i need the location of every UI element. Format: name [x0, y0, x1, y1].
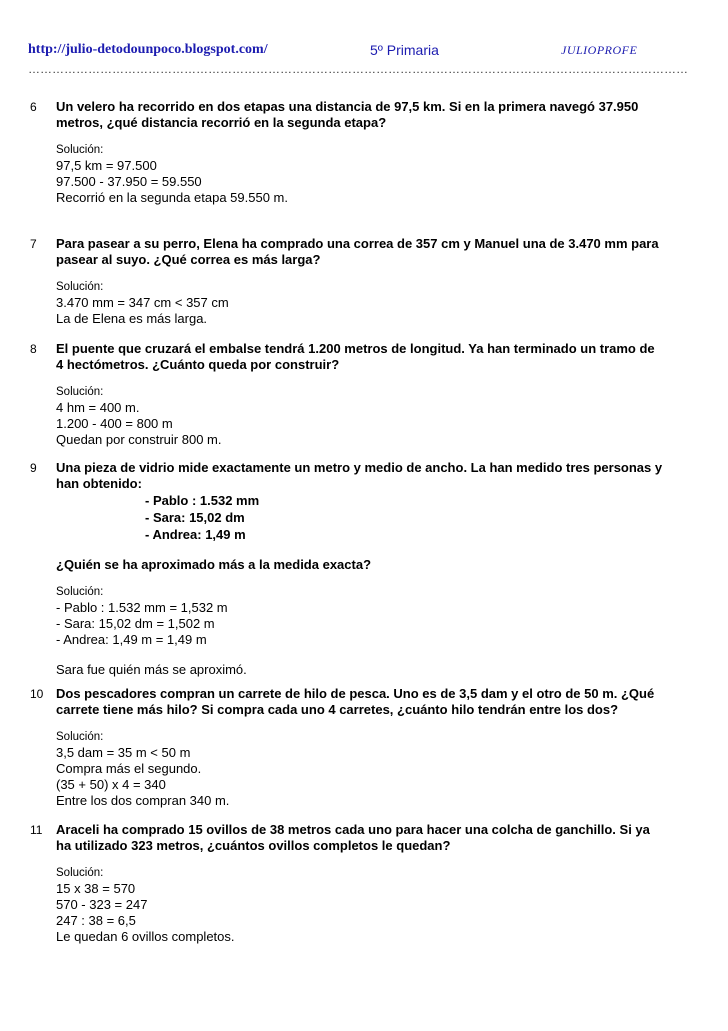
author-label: JULIOPROFE: [561, 43, 638, 57]
solution-line: Le quedan 6 ovillos completos.: [56, 929, 235, 944]
solution-line: (35 + 50) x 4 = 340: [56, 777, 166, 792]
problem-7: [30, 236, 690, 327]
solution-line: Compra más el segundo.: [56, 761, 202, 776]
grade-label: 5º Primaria: [370, 42, 439, 58]
question-line: carrete tiene más hilo? Si compra cada uno 4 carretes, ¿cuánto hilo tendrán entre los dos?: [56, 702, 619, 717]
conclusion-line: Sara fue quién más se aproximó.: [56, 662, 247, 677]
question-line: pasear al suyo. ¿Qué correa es más larga?: [56, 252, 321, 267]
list-item: - Pablo : 1.532 mm: [145, 493, 260, 508]
problem-6: [30, 99, 690, 206]
solution-line: - Andrea: 1,49 m = 1,49 m: [56, 632, 207, 647]
solution-label: Solución:: [56, 586, 104, 598]
problem-number: 10: [30, 687, 44, 701]
problem-question: [56, 686, 690, 718]
solution-line: Recorrió en la segunda etapa 59.550 m.: [56, 190, 288, 205]
solution-line: 1.200 - 400 = 800 m: [56, 416, 173, 431]
question-line: Dos pescadores compran un carrete de hilo de pesca. Uno es de 3,5 dam y el otro de 50 m. ¿Qué: [56, 686, 655, 701]
problem-number: 11: [30, 823, 43, 837]
question-line: Una pieza de vidrio mide exactamente un metro y medio de ancho. La han medido tres personas y: [56, 460, 663, 475]
list-item: - Sara: 15,02 dm: [145, 510, 245, 525]
solution-label: Solución:: [56, 281, 104, 293]
question-line: ha utilizado 323 metros, ¿cuántos ovillos completos le quedan?: [56, 838, 451, 853]
question-line: metros, ¿qué distancia recorrió en la segunda etapa?: [56, 115, 387, 130]
problem-number: 9: [30, 461, 37, 475]
question-line: Araceli ha comprado 15 ovillos de 38 metros cada uno para hacer una colcha de ganchillo. Si ya: [56, 822, 650, 837]
problem-question: [56, 99, 690, 131]
problem-11: [30, 822, 690, 945]
problem-question: [56, 460, 690, 492]
solution-label: Solución:: [56, 867, 104, 879]
solution-line: La de Elena es más larga.: [56, 311, 208, 326]
solution-line: 3.470 mm = 347 cm < 357 cm: [56, 295, 229, 310]
solution-line: 3,5 dam = 35 m < 50 m: [56, 745, 191, 760]
page-header: [28, 42, 700, 62]
solution-line: 247 : 38 = 6,5: [56, 913, 136, 928]
problem-number: 6: [30, 100, 37, 114]
question-line: 4 hectómetros. ¿Cuánto queda por construir?: [56, 357, 340, 372]
problem-9: [30, 460, 690, 678]
problem-10: [30, 686, 690, 809]
blog-url[interactable]: http://julio-detodounpoco.blogspot.com/: [28, 42, 268, 57]
solution-line: 97,5 km = 97.500: [56, 158, 157, 173]
solution-label: Solución:: [56, 386, 104, 398]
solution-line: Quedan por construir 800 m.: [56, 432, 222, 447]
problem-question: [56, 341, 690, 373]
question-line: El puente que cruzará el embalse tendrá 1.200 metros de longitud. Ya han terminado un tramo de: [56, 341, 655, 356]
solution-line: 4 hm = 400 m.: [56, 400, 140, 415]
question-line: Para pasear a su perro, Elena ha comprado una correa de 357 cm y Manuel una de 3.470 mm para: [56, 236, 659, 251]
measurement-list: [145, 492, 690, 543]
dotted-separator: …………………………………………………………………………………………………………………………………………………: [28, 62, 688, 76]
solution-line: - Pablo : 1.532 mm = 1,532 m: [56, 600, 228, 615]
question-line: Un velero ha recorrido en dos etapas una distancia de 97,5 km. Si en la primera navegó 37.950: [56, 99, 639, 114]
problem-number: 8: [30, 342, 37, 356]
list-item: - Andrea: 1,49 m: [145, 527, 246, 542]
problem-question-2: ¿Quién se ha aproximado más a la medida exacta?: [56, 557, 372, 572]
solution-line: - Sara: 15,02 dm = 1,502 m: [56, 616, 215, 631]
problem-question: [56, 236, 690, 268]
solution-line: 97.500 - 37.950 = 59.550: [56, 174, 202, 189]
problem-question: [56, 822, 690, 854]
problem-8: [30, 341, 690, 448]
question-line: han obtenido:: [56, 476, 142, 491]
solution-label: Solución:: [56, 144, 104, 156]
solution-label: Solución:: [56, 731, 104, 743]
solution-line: 15 x 38 = 570: [56, 881, 136, 896]
solution-line: 570 - 323 = 247: [56, 897, 148, 912]
solution-line: Entre los dos compran 340 m.: [56, 793, 230, 808]
problem-number: 7: [30, 237, 37, 251]
